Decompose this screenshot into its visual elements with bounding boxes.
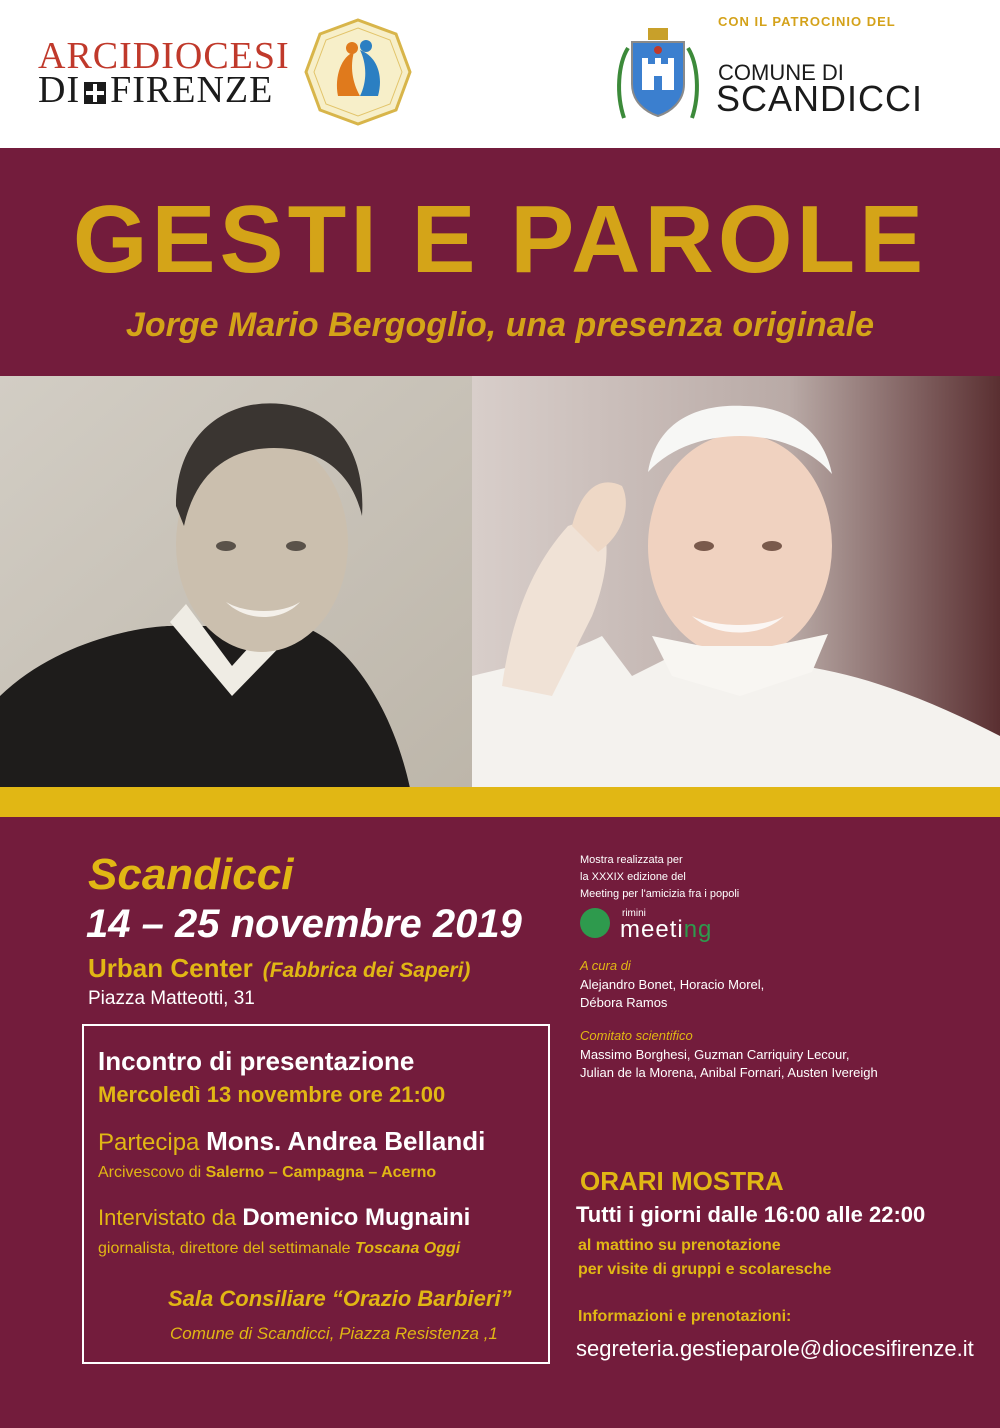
hours-title: ORARI MOSTRA xyxy=(580,1166,784,1196)
participant-role: Salerno – Campagna – Acerno xyxy=(205,1164,437,1181)
hours-main: Tutti i giorni dalle 16:00 alle 22:00 xyxy=(576,1202,926,1227)
presentation-title: Incontro di presentazione xyxy=(98,1046,415,1076)
scandicci-crest-icon xyxy=(612,24,704,128)
sala-address: Comune di Scandicci, Piazza Resistenza ,1 xyxy=(170,1324,498,1343)
cura-line2: Débora Ramos xyxy=(580,995,668,1010)
comitato-line2: Julian de la Morena, Anibal Fornari, Austen Ivereigh xyxy=(580,1065,878,1080)
participates-label: Partecipa xyxy=(98,1129,200,1156)
venue-sub: (Fabbrica dei Saperi) xyxy=(262,959,471,982)
interviewer-line xyxy=(98,1204,470,1232)
meeting-bird-icon xyxy=(580,908,610,938)
meeting-word xyxy=(620,916,712,944)
sala-name: Sala Consiliare “Orazio Barbieri” xyxy=(168,1286,512,1311)
interviewer-role-line xyxy=(98,1240,460,1258)
comitato-label: Comitato scientifico xyxy=(580,1028,693,1043)
presentation-box xyxy=(82,1024,550,1364)
patronage-label: CON IL PATROCINIO DEL xyxy=(718,14,896,29)
meeting-word-ng: ng xyxy=(683,916,713,943)
photo-young-bergoglio xyxy=(0,376,472,788)
arcidiocesi-logo-line1: ARCIDIOCESI xyxy=(38,35,290,77)
photo-pope-francis xyxy=(472,376,1000,788)
cura-names xyxy=(580,976,764,1012)
interviewer-role-prefix: giornalista, direttore del settimanale xyxy=(98,1240,351,1257)
hours-notes xyxy=(578,1234,831,1282)
header xyxy=(0,0,1000,148)
venue-name: Urban Center xyxy=(88,953,253,983)
mostra-credit xyxy=(580,852,780,903)
hours-line2: per visite di gruppi e scolaresche xyxy=(578,1261,832,1278)
interviewed-label: Intervistato da xyxy=(98,1205,237,1230)
presentation-date: Mercoledì 13 novembre ore 21:00 xyxy=(98,1082,446,1107)
event-dates: 14 – 25 novembre 2019 xyxy=(86,902,522,946)
cura-label: A cura di xyxy=(580,958,631,973)
hours-line1: al mattino su prenotazione xyxy=(578,1237,781,1254)
poster-subtitle: Jorge Mario Bergoglio, una presenza originale xyxy=(125,306,875,344)
mostra-line1: Mostra realizzata per xyxy=(580,854,683,866)
comune-name: SCANDICCI xyxy=(716,78,924,119)
participant-line xyxy=(98,1126,485,1157)
arci-firenze: FIRENZE xyxy=(110,69,274,111)
contact-label: Informazioni e prenotazioni: xyxy=(578,1308,792,1325)
participant-role-prefix: Arcivescovo di xyxy=(98,1164,202,1181)
cross-icon xyxy=(84,82,106,104)
meeting-small-text: rimini xyxy=(622,908,646,919)
seminary-seal-logo xyxy=(304,18,412,126)
comitato-names xyxy=(580,1046,878,1082)
interviewer-paper: Toscana Oggi xyxy=(355,1240,461,1257)
participant-name: Mons. Andrea Bellandi xyxy=(206,1126,486,1156)
cura-line1: Alejandro Bonet, Horacio Morel, xyxy=(580,977,765,992)
arcidiocesi-logo-line2 xyxy=(38,69,274,111)
event-address: Piazza Matteotti, 31 xyxy=(88,988,255,1009)
interviewer-name: Domenico Mugnaini xyxy=(242,1204,471,1231)
comune-label: COMUNE DI xyxy=(718,60,844,85)
arci-di: DI xyxy=(38,69,81,111)
poster-title: GESTI E PAROLE xyxy=(72,186,928,293)
event-city: Scandicci xyxy=(88,850,294,899)
contact-email: segreteria.gestieparole@diocesifirenze.it xyxy=(576,1336,974,1361)
mostra-line3: Meeting per l'amicizia fra i popoli xyxy=(580,888,740,900)
mostra-line2: la XXXIX edizione del xyxy=(580,871,686,883)
meeting-word-main: meeti xyxy=(620,916,684,943)
participant-role-line xyxy=(98,1164,436,1182)
gold-divider xyxy=(0,787,1000,817)
comitato-line1: Massimo Borghesi, Guzman Carriquiry Lecour, xyxy=(580,1047,850,1062)
event-venue xyxy=(88,953,470,984)
